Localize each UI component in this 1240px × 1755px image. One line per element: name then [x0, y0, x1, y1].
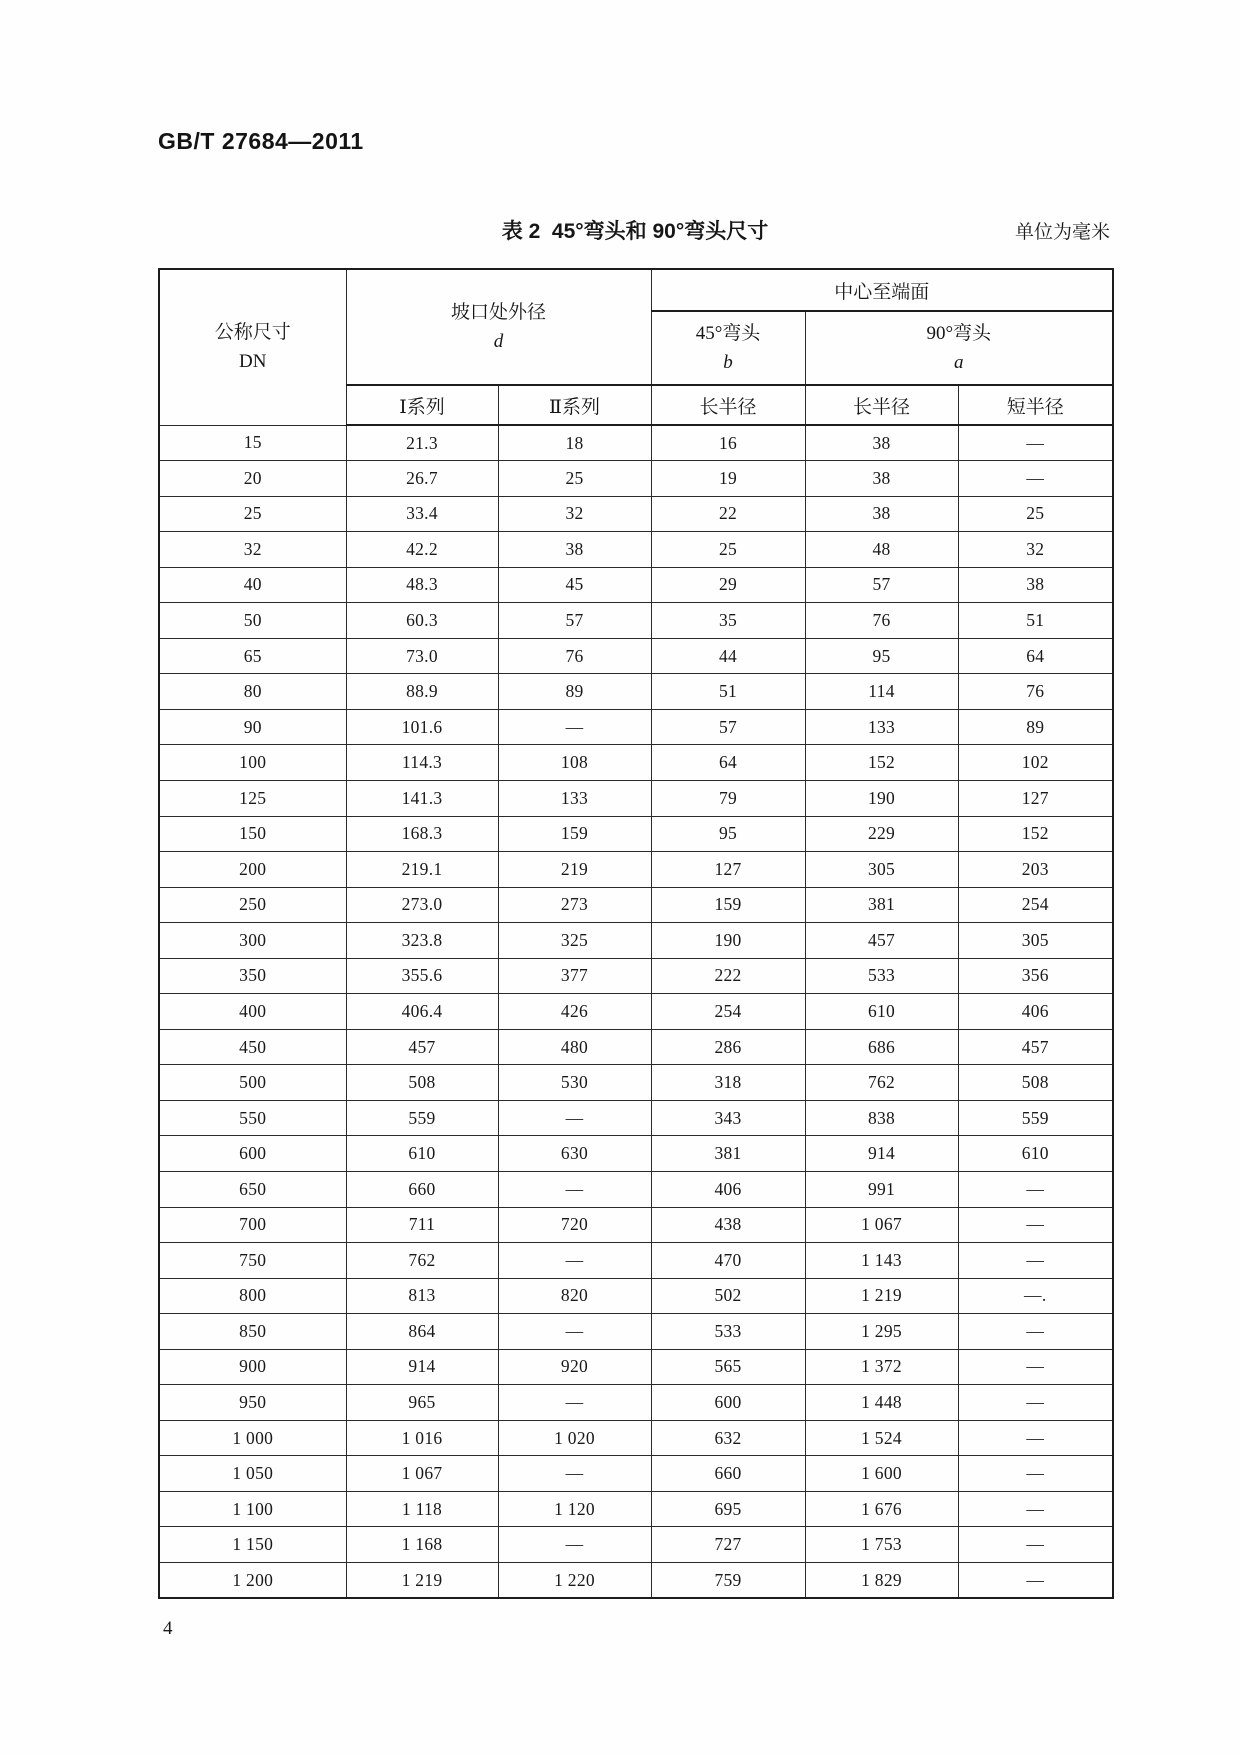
cell-dn: 700 — [159, 1207, 346, 1243]
table-cell: — — [958, 1456, 1113, 1492]
table-cell: 51 — [651, 674, 805, 710]
cell-dn: 600 — [159, 1136, 346, 1172]
table-cell: 190 — [651, 923, 805, 959]
table-cell: 711 — [346, 1207, 498, 1243]
table-cell: — — [958, 1420, 1113, 1456]
table-cell: — — [498, 1314, 651, 1350]
table-row — [159, 567, 1113, 603]
table-row — [159, 496, 1113, 532]
table-cell: 19 — [651, 461, 805, 497]
table-cell: 133 — [805, 709, 958, 745]
table-row — [159, 780, 1113, 816]
cell-dn: 450 — [159, 1029, 346, 1065]
table-cell: 991 — [805, 1171, 958, 1207]
cell-dn: 750 — [159, 1243, 346, 1279]
table-row — [159, 852, 1113, 888]
table-cell: 381 — [805, 887, 958, 923]
subheader-series-1: Ⅰ系列 — [346, 385, 498, 425]
table-cell: 89 — [498, 674, 651, 710]
table-cell: 457 — [805, 923, 958, 959]
header-90-elbow — [805, 311, 1113, 385]
table-cell: 76 — [805, 603, 958, 639]
table-cell: 1 067 — [346, 1456, 498, 1492]
table-cell: 762 — [805, 1065, 958, 1101]
table-cell: 438 — [651, 1207, 805, 1243]
table-row — [159, 1278, 1113, 1314]
table-cell: 108 — [498, 745, 651, 781]
table-cell: 38 — [958, 567, 1113, 603]
table-row — [159, 958, 1113, 994]
table-row — [159, 1207, 1113, 1243]
table-body — [159, 425, 1113, 1598]
table-cell: 254 — [958, 887, 1113, 923]
table-cell: 44 — [651, 638, 805, 674]
header-bevel-od-label: 坡口处外径 — [451, 301, 547, 323]
cell-dn: 65 — [159, 638, 346, 674]
table-cell: 114.3 — [346, 745, 498, 781]
table-row — [159, 887, 1113, 923]
table-cell: 727 — [651, 1527, 805, 1563]
table-caption-row — [158, 215, 1112, 245]
table-cell: — — [498, 1243, 651, 1279]
table-cell: 21.3 — [346, 425, 498, 461]
table-cell: 48 — [805, 532, 958, 568]
table-cell: 254 — [651, 994, 805, 1030]
table-cell: 1 220 — [498, 1563, 651, 1599]
table-row — [159, 638, 1113, 674]
table-cell: 1 118 — [346, 1491, 498, 1527]
table-cell: 133 — [498, 780, 651, 816]
table-row — [159, 1029, 1113, 1065]
table-cell: 1 120 — [498, 1491, 651, 1527]
table-cell: — — [498, 1527, 651, 1563]
table-cell: 22 — [651, 496, 805, 532]
header-90-elbow-label: 90°弯头 — [926, 322, 992, 344]
table-cell: 57 — [498, 603, 651, 639]
header-nominal-size — [159, 269, 346, 425]
table-cell: 305 — [805, 852, 958, 888]
table-cell: 610 — [805, 994, 958, 1030]
subheader-long-radius-90: 长半径 — [805, 385, 958, 425]
table-cell: 630 — [498, 1136, 651, 1172]
table-row — [159, 1065, 1113, 1101]
table-cell: 864 — [346, 1314, 498, 1350]
table-cell: 695 — [651, 1491, 805, 1527]
table-cell: 610 — [958, 1136, 1113, 1172]
table-cell: 26.7 — [346, 461, 498, 497]
table-row — [159, 709, 1113, 745]
table-row — [159, 1100, 1113, 1136]
table-cell: 73.0 — [346, 638, 498, 674]
table-cell: 114 — [805, 674, 958, 710]
table-cell: 325 — [498, 923, 651, 959]
page-number: 4 — [163, 1618, 173, 1639]
table-cell: 95 — [651, 816, 805, 852]
table-cell: 305 — [958, 923, 1113, 959]
table-cell: 820 — [498, 1278, 651, 1314]
cell-dn: 125 — [159, 780, 346, 816]
table-row — [159, 923, 1113, 959]
cell-dn: 300 — [159, 923, 346, 959]
table-row — [159, 532, 1113, 568]
cell-dn: 100 — [159, 745, 346, 781]
table-cell: 219.1 — [346, 852, 498, 888]
table-cell: 377 — [498, 958, 651, 994]
table-cell: 502 — [651, 1278, 805, 1314]
table-cell: 57 — [805, 567, 958, 603]
header-nominal-size-symbol: DN — [239, 351, 267, 373]
table-cell: 16 — [651, 425, 805, 461]
table-cell: 32 — [958, 532, 1113, 568]
header-bevel-od — [346, 269, 651, 385]
cell-dn: 200 — [159, 852, 346, 888]
table-cell: 102 — [958, 745, 1113, 781]
table-row — [159, 745, 1113, 781]
cell-dn: 20 — [159, 461, 346, 497]
table-row — [159, 1527, 1113, 1563]
cell-dn: 90 — [159, 709, 346, 745]
table-cell: 60.3 — [346, 603, 498, 639]
table-cell: 48.3 — [346, 567, 498, 603]
cell-dn: 40 — [159, 567, 346, 603]
table-cell: 141.3 — [346, 780, 498, 816]
table-cell: 273 — [498, 887, 651, 923]
table-cell: — — [958, 1349, 1113, 1385]
table-row — [159, 1563, 1113, 1599]
table-cell: 406 — [958, 994, 1113, 1030]
table-cell: 38 — [805, 496, 958, 532]
elbow-dimensions-table — [158, 268, 1114, 1599]
table-row — [159, 1136, 1113, 1172]
header-45-elbow-label: 45°弯头 — [695, 322, 761, 344]
table-cell: 660 — [346, 1171, 498, 1207]
table-cell: 57 — [651, 709, 805, 745]
table-cell: 286 — [651, 1029, 805, 1065]
table-cell: 229 — [805, 816, 958, 852]
table-cell: — — [958, 1314, 1113, 1350]
cell-dn: 1 150 — [159, 1527, 346, 1563]
table-cell: 159 — [651, 887, 805, 923]
table-cell: 914 — [805, 1136, 958, 1172]
table-cell: 1 168 — [346, 1527, 498, 1563]
table-cell: 1 219 — [805, 1278, 958, 1314]
table-cell: — — [958, 1385, 1113, 1421]
cell-dn: 1 100 — [159, 1491, 346, 1527]
cell-dn: 850 — [159, 1314, 346, 1350]
header-nominal-size-label: 公称尺寸 — [214, 321, 291, 343]
table-row — [159, 1243, 1113, 1279]
table-cell: — — [958, 1207, 1113, 1243]
table-cell: 660 — [651, 1456, 805, 1492]
cell-dn: 950 — [159, 1385, 346, 1421]
cell-dn: 250 — [159, 887, 346, 923]
table-cell: 219 — [498, 852, 651, 888]
table-row — [159, 1314, 1113, 1350]
cell-dn: 25 — [159, 496, 346, 532]
table-cell: 168.3 — [346, 816, 498, 852]
table-cell: 813 — [346, 1278, 498, 1314]
table-cell: 1 524 — [805, 1420, 958, 1456]
table-cell: — — [498, 1456, 651, 1492]
table-cell: 559 — [346, 1100, 498, 1136]
table-cell: 470 — [651, 1243, 805, 1279]
table-cell: 632 — [651, 1420, 805, 1456]
table-cell: 426 — [498, 994, 651, 1030]
table-cell: 1 600 — [805, 1456, 958, 1492]
table-cell: 64 — [651, 745, 805, 781]
table-cell: 33.4 — [346, 496, 498, 532]
table-row — [159, 816, 1113, 852]
table-cell: 51 — [958, 603, 1113, 639]
table-cell: 32 — [498, 496, 651, 532]
cell-dn: 80 — [159, 674, 346, 710]
table-cell: — — [498, 1171, 651, 1207]
standard-code: GB/T 27684—2011 — [158, 128, 364, 154]
table-cell: 457 — [958, 1029, 1113, 1065]
table-cell: — — [498, 1385, 651, 1421]
cell-dn: 800 — [159, 1278, 346, 1314]
cell-dn: 500 — [159, 1065, 346, 1101]
table-cell: 1 020 — [498, 1420, 651, 1456]
subheader-long-radius-45: 长半径 — [651, 385, 805, 425]
table-row — [159, 1171, 1113, 1207]
table-row — [159, 1491, 1113, 1527]
table-cell: 25 — [958, 496, 1113, 532]
table-cell: 25 — [498, 461, 651, 497]
table-cell: 1 016 — [346, 1420, 498, 1456]
table-cell: 533 — [651, 1314, 805, 1350]
table-cell: 38 — [498, 532, 651, 568]
table-cell: 95 — [805, 638, 958, 674]
table-cell: — — [958, 1527, 1113, 1563]
table-header — [159, 269, 1113, 425]
table-cell: 323.8 — [346, 923, 498, 959]
table-cell: 480 — [498, 1029, 651, 1065]
table-cell: — — [958, 425, 1113, 461]
table-cell: 457 — [346, 1029, 498, 1065]
table-cell: — — [958, 1563, 1113, 1599]
subheader-short-radius-90: 短半径 — [958, 385, 1113, 425]
table-caption: 表 2 45°弯头和 90°弯头尺寸 — [501, 220, 769, 243]
unit-note: 单位为毫米 — [1014, 222, 1110, 243]
cell-dn: 1 000 — [159, 1420, 346, 1456]
table-cell: 530 — [498, 1065, 651, 1101]
table-cell: — — [498, 1100, 651, 1136]
table-cell: 1 676 — [805, 1491, 958, 1527]
table-cell: 152 — [958, 816, 1113, 852]
table-cell: 343 — [651, 1100, 805, 1136]
table-cell: 1 829 — [805, 1563, 958, 1599]
table-cell: 1 448 — [805, 1385, 958, 1421]
table-cell: 318 — [651, 1065, 805, 1101]
table-cell: 508 — [958, 1065, 1113, 1101]
header-45-elbow — [651, 311, 805, 385]
cell-dn: 15 — [159, 425, 346, 461]
header-90-elbow-symbol: a — [954, 352, 964, 373]
table-row — [159, 461, 1113, 497]
table-cell: 600 — [651, 1385, 805, 1421]
header-45-elbow-symbol: b — [723, 352, 733, 373]
table-cell: 406 — [651, 1171, 805, 1207]
table-cell: 565 — [651, 1349, 805, 1385]
table-cell: 76 — [498, 638, 651, 674]
table-cell: 838 — [805, 1100, 958, 1136]
table-cell: 29 — [651, 567, 805, 603]
table-cell: 508 — [346, 1065, 498, 1101]
table-cell: 190 — [805, 780, 958, 816]
subheader-series-2: Ⅱ系列 — [498, 385, 651, 425]
table-row — [159, 1420, 1113, 1456]
table-cell: 89 — [958, 709, 1113, 745]
table-row — [159, 994, 1113, 1030]
table-cell: 64 — [958, 638, 1113, 674]
table-row — [159, 603, 1113, 639]
cell-dn: 150 — [159, 816, 346, 852]
table-cell: — — [958, 1171, 1113, 1207]
table-cell: — — [958, 461, 1113, 497]
cell-dn: 550 — [159, 1100, 346, 1136]
table-cell: 35 — [651, 603, 805, 639]
cell-dn: 1 050 — [159, 1456, 346, 1492]
table-cell: 965 — [346, 1385, 498, 1421]
table-cell: 45 — [498, 567, 651, 603]
table-cell: 1 295 — [805, 1314, 958, 1350]
table-cell: 533 — [805, 958, 958, 994]
table-cell: 686 — [805, 1029, 958, 1065]
table-cell: 610 — [346, 1136, 498, 1172]
table-cell: 1 067 — [805, 1207, 958, 1243]
table-cell: 42.2 — [346, 532, 498, 568]
cell-dn: 650 — [159, 1171, 346, 1207]
table-cell: 127 — [958, 780, 1113, 816]
table-row — [159, 1349, 1113, 1385]
table-cell: —. — [958, 1278, 1113, 1314]
table-cell: 76 — [958, 674, 1113, 710]
table-cell: 406.4 — [346, 994, 498, 1030]
table-cell: 88.9 — [346, 674, 498, 710]
table-cell: 762 — [346, 1243, 498, 1279]
table-row — [159, 425, 1113, 461]
table-cell: 759 — [651, 1563, 805, 1599]
table-cell: 1 753 — [805, 1527, 958, 1563]
table-cell: 152 — [805, 745, 958, 781]
table-cell: — — [498, 709, 651, 745]
table-cell: 101.6 — [346, 709, 498, 745]
cell-dn: 350 — [159, 958, 346, 994]
table-cell: 1 372 — [805, 1349, 958, 1385]
table-cell: 1 143 — [805, 1243, 958, 1279]
cell-dn: 400 — [159, 994, 346, 1030]
table-cell: 920 — [498, 1349, 651, 1385]
table-cell: 914 — [346, 1349, 498, 1385]
table-cell: 25 — [651, 532, 805, 568]
table-cell: 355.6 — [346, 958, 498, 994]
table-cell: — — [958, 1491, 1113, 1527]
cell-dn: 32 — [159, 532, 346, 568]
table-cell: 79 — [651, 780, 805, 816]
table-cell: 273.0 — [346, 887, 498, 923]
table-cell: 720 — [498, 1207, 651, 1243]
table-cell: — — [958, 1243, 1113, 1279]
table-cell: 381 — [651, 1136, 805, 1172]
table-cell: 559 — [958, 1100, 1113, 1136]
header-center-to-end: 中心至端面 — [651, 269, 1113, 311]
table-cell: 356 — [958, 958, 1113, 994]
table-cell: 38 — [805, 425, 958, 461]
table-cell: 127 — [651, 852, 805, 888]
cell-dn: 900 — [159, 1349, 346, 1385]
cell-dn: 50 — [159, 603, 346, 639]
table-cell: 1 219 — [346, 1563, 498, 1599]
table-cell: 203 — [958, 852, 1113, 888]
table-row — [159, 1385, 1113, 1421]
table-row — [159, 1456, 1113, 1492]
table-cell: 18 — [498, 425, 651, 461]
table-cell: 38 — [805, 461, 958, 497]
cell-dn: 1 200 — [159, 1563, 346, 1599]
table-cell: 159 — [498, 816, 651, 852]
header-bevel-od-symbol: d — [493, 331, 504, 352]
table-cell: 222 — [651, 958, 805, 994]
table-row — [159, 674, 1113, 710]
